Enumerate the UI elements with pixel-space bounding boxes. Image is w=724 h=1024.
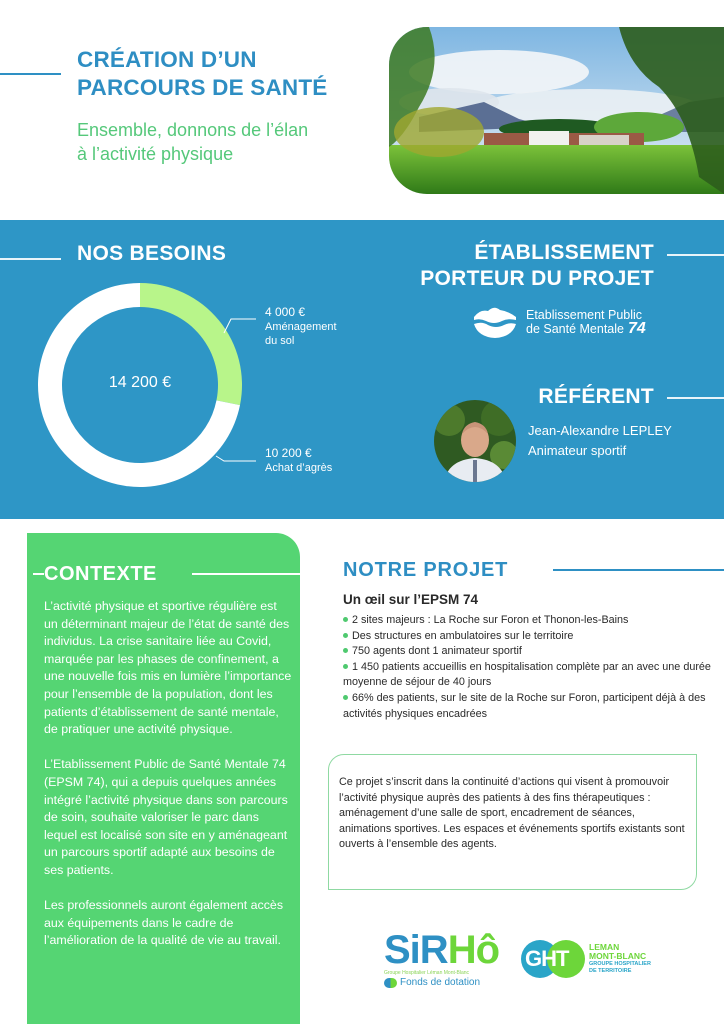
ght-logo [521, 940, 651, 978]
besoins-accent-line [0, 258, 61, 260]
header-accent-line [0, 73, 61, 75]
list-item [343, 613, 715, 629]
besoins-heading: NOS BESOINS [77, 242, 227, 265]
etablissement-accent-line [667, 254, 724, 256]
projet-subheading: Un œil sur l’EPSM 74 [343, 592, 479, 607]
ght-circles-icon [521, 940, 583, 978]
callout-line-aménagement [224, 319, 256, 333]
referent-accent-line [667, 397, 724, 399]
bullet-icon [343, 664, 348, 669]
projet-facts-list [343, 613, 715, 722]
sirho-logo-part1: SiR [384, 928, 448, 972]
ght-line2: MONT-BLANC [589, 951, 647, 961]
subtitle-line-1: Ensemble, donnons de l’élan [77, 120, 309, 140]
callout-aménagement [265, 304, 337, 348]
page-subtitle [77, 118, 377, 166]
sirho-logo-part2: Hô [447, 928, 500, 972]
epsm-wave-icon [472, 305, 518, 339]
ght-line4: DE TERRITOIRE [589, 968, 632, 974]
amount-agrès: 10 200 € [265, 446, 312, 460]
sirho-fonds-label: Fonds de dotation [400, 977, 481, 988]
title-line-2: PARCOURS DE SANTÉ [77, 75, 328, 100]
ght-logo-letters: GHT [525, 946, 569, 971]
contexte-left-line [33, 573, 44, 575]
epsm-logo [472, 305, 646, 339]
donut-total-label: 14 200 € [108, 374, 172, 391]
subtitle-line-2: à l’activité physique [77, 144, 234, 164]
referent-heading: RÉFÉRENT [538, 385, 654, 408]
ght-line1: LEMAN [589, 942, 620, 952]
list-item [343, 660, 715, 691]
etablissement-heading-line2: PORTEUR DU PROJET [420, 267, 654, 290]
title-line-1: CRÉATION D’UN [77, 47, 257, 72]
ght-mini-icon [384, 978, 397, 988]
callout-line-agrès [216, 456, 256, 461]
list-item [343, 629, 715, 645]
list-item-text: 66% des patients, sur le site de la Roche sur Foron, participent déjà à des activités physiques encadrées [343, 691, 706, 720]
epsm-logo-line1: Etablissement Public [526, 308, 643, 322]
epsm-logo-line2: de Santé Mentale [526, 322, 624, 336]
bullet-icon [343, 633, 348, 638]
contexte-paragraph: L’activité physique et sportive régulière est un déterminant majeur de l’état de santé des individus. La crise sanitaire liée au Covid, marquée par les phases de confinement, a une nouvelle fois mis en lumière l’importance pour l’ensemble de la population, dont les patients d’établissement de santé mentale, de pratiquer une activité physique. [44, 599, 292, 737]
list-item-text: 1 450 patients accueillis en hospitalisation complète par an avec une durée moyenne de séjour de 40 jours [343, 660, 711, 689]
referent-role: Animateur sportif [528, 443, 627, 458]
label-agrès: Achat d’agrès [265, 462, 333, 474]
contexte-right-line [192, 573, 300, 575]
label-aménagement-line1: Aménagement [265, 321, 337, 333]
projet-heading: NOTRE PROJET [343, 559, 509, 581]
sirho-logo [384, 930, 512, 989]
list-item [343, 644, 715, 660]
contexte-body [44, 598, 294, 967]
sirho-tagline: Groupe Hospitalier Léman Mont-Blanc [384, 970, 470, 976]
referent-avatar [434, 400, 516, 482]
referent-name: Jean-Alexandre LEPLEY [528, 423, 672, 438]
landscape-photo [389, 27, 724, 194]
projet-note-text: Ce projet s’inscrit dans la continuité d’actions qui visent à promouvoir l’activité physique auprès des patients à des fins thérapeutiques : aménagement d’une salle de sport, encadrement de séances, animations sportives. Les espaces et événements sportifs existants sont ouverts à l’ensemble des agents. [339, 776, 685, 851]
list-item-text: Des structures en ambulatoires sur le territoire [352, 629, 574, 642]
callout-agrès [265, 445, 332, 475]
label-aménagement-line2: du sol [265, 335, 295, 347]
etablissement-heading [420, 240, 654, 292]
amount-aménagement: 4 000 € [265, 305, 306, 319]
contexte-paragraph: L’Etablissement Public de Santé Mentale 74 (EPSM 74), qui a depuis quelques années intégré l’activité physique dans son parcours de soin, souhaite valoriser le parc dans lequel est localisé son site en y aménageant un parcours sportif adapté aux besoins de ses patients. [44, 757, 288, 877]
list-item [343, 691, 715, 722]
bullet-icon [343, 695, 348, 700]
referent-info [528, 421, 672, 461]
page-title [77, 46, 377, 102]
contexte-heading: CONTEXTE [44, 563, 157, 585]
contexte-paragraph: Les professionnels auront également accès aux équipements dans le cadre de l’amélioration de la qualité de vie au travail. [44, 898, 284, 948]
projet-accent-line [553, 569, 724, 571]
list-item-text: 2 sites majeurs : La Roche sur Foron et Thonon-les-Bains [352, 614, 629, 626]
bullet-icon [343, 617, 348, 622]
epsm-logo-number: 74 [628, 320, 646, 337]
ght-line3: GROUPE HOSPITALIER [589, 961, 651, 967]
bullet-icon [343, 648, 348, 653]
etablissement-heading-line1: ÉTABLISSEMENT [474, 241, 654, 264]
list-item-text: 750 agents dont 1 animateur sportif [352, 645, 522, 658]
